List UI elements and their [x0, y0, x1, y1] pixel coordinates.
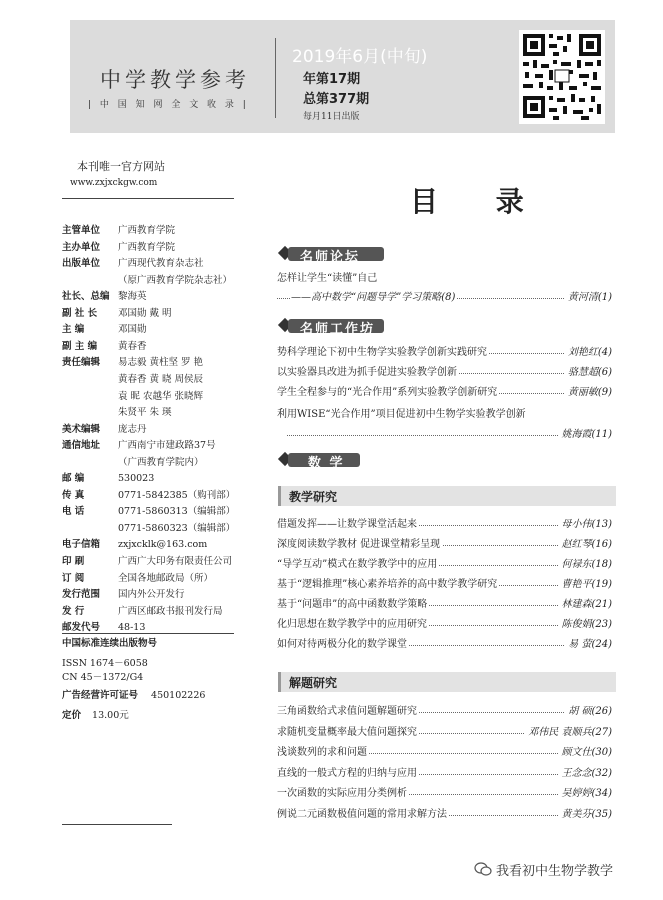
masthead-key: 责任编辑: [62, 357, 101, 369]
masthead-value: 48-13: [118, 622, 146, 634]
masthead-value: 广西区邮政书报刊发行局: [118, 605, 223, 617]
ad-license-value: 450102226: [151, 690, 206, 701]
entry-title: 化归思想在数学教学中的应用研究: [277, 619, 427, 630]
masthead-value: 广西教育学院: [118, 241, 176, 253]
masthead-value: 朱贤平 朱 瑛: [118, 407, 172, 419]
masthead-row: [62, 225, 175, 237]
masthead-row: [62, 556, 232, 568]
masthead-row: [62, 308, 172, 320]
entry-title: 浅谈数列的求和问题: [277, 747, 367, 758]
masthead-row: [62, 473, 154, 485]
masthead-key: 订 阅: [62, 572, 85, 584]
qr-code-icon: [519, 30, 605, 124]
masthead-row: [62, 490, 235, 502]
masthead-row: [62, 357, 203, 369]
entry-author-page: 黄河清(1): [565, 291, 612, 305]
entry-title: ——高中数学“问题导学”学习策略(8): [291, 292, 456, 303]
masthead-value: 0771-5842385（购刊部）: [118, 489, 236, 501]
masthead-value: 黎海英: [118, 291, 147, 303]
wechat-icon: [474, 862, 492, 876]
toc-entry[interactable]: [277, 618, 612, 632]
toc-entry[interactable]: [277, 346, 612, 360]
toc-entry[interactable]: [277, 808, 612, 822]
masthead-value: 袁 昵 农越华 张晓辉: [118, 390, 204, 402]
entry-title: “导学互动”模式在数学教学中的应用: [277, 559, 438, 570]
issue-total: 总第377期: [303, 92, 370, 107]
masthead-row: [62, 424, 147, 436]
toc-entry[interactable]: [277, 638, 612, 652]
toc-entry[interactable]: [277, 746, 612, 760]
masthead-key: 印 刷: [62, 556, 85, 567]
masthead-key: 副 社 长: [62, 307, 98, 319]
masthead-row: [62, 242, 175, 254]
entry-title: 利用WISE“光合作用”项目促进初中生物学实验教学创新: [277, 409, 526, 420]
entry-title: 求随机变量概率最大值问题探究: [277, 726, 417, 738]
entry-author-page: 曹艳平(19): [558, 578, 612, 592]
watermark-text: 我看初中生物学教学: [496, 864, 614, 879]
entry-author-page: 易 萤(24): [565, 638, 612, 652]
masthead-row: [62, 407, 172, 419]
masthead-value: 黄春香: [118, 340, 147, 352]
price: [62, 710, 129, 722]
section-label: 名师论坛: [300, 250, 361, 265]
site-url[interactable]: www.zxjxckgw.com: [70, 178, 158, 188]
entry-author-page: 林建森(21): [558, 598, 612, 612]
masthead-key: 主 编: [62, 324, 85, 336]
toc-entry[interactable]: [277, 538, 612, 552]
entry-author-page: 黄丽敏(9): [565, 386, 612, 400]
entry-author-page: 吴婷婷(34): [558, 787, 612, 801]
toc-entry[interactable]: [277, 578, 612, 592]
publish-date: 每月11日出版: [303, 112, 360, 122]
section-label: 数 学: [308, 456, 345, 471]
masthead-row: [62, 539, 207, 551]
price-key: 定价: [62, 710, 82, 721]
masthead-key: 邮发代号: [62, 622, 101, 634]
masthead-value: 广西广大印务有限责任公司: [118, 556, 233, 567]
entry-author-page: 母小伟(13): [558, 518, 612, 532]
entry-title: 以实验器具改进为抓手促进实验教学创新: [277, 367, 457, 378]
toc-entry[interactable]: [277, 272, 612, 286]
entry-title: 学生全程参与的“光合作用”系列实验教学创新研究: [277, 387, 498, 398]
masthead-value: 邓国勋 戴 明: [118, 307, 172, 319]
divider: [62, 198, 234, 199]
masthead-key: 电 话: [62, 506, 85, 518]
toc-entry[interactable]: [277, 705, 612, 719]
entry-author-page: 何禄东(18): [558, 558, 612, 572]
issue-date: 2019年6月(中旬): [292, 47, 428, 67]
masthead-value: （广西教育学院内）: [118, 456, 204, 468]
masthead-value: 庞志丹: [118, 423, 147, 435]
masthead-value: 0771-5860323（编辑部）: [118, 522, 236, 534]
entry-title: 借题发挥——让数学课堂活起来: [277, 519, 417, 530]
masthead-value: 邓国勋: [118, 324, 147, 336]
masthead-row: [62, 374, 203, 386]
masthead-key: 主办单位: [62, 241, 101, 253]
subsection-jiaoxue-yanjiu: [278, 486, 616, 506]
masthead-key: 社长、总编: [62, 291, 110, 303]
entry-title: 势科学理论下初中生物学实验教学创新实践研究: [277, 347, 487, 358]
masthead-row: [62, 258, 204, 270]
masthead-row: [62, 457, 204, 469]
ad-license: [62, 690, 205, 702]
entry-author-page: 王念念(32): [558, 767, 612, 781]
qr-code: [519, 30, 605, 124]
masthead-value: 黄春香 黄 晓 周侯辰: [118, 373, 204, 385]
toc-entry[interactable]: [277, 518, 612, 532]
masthead-key: 发 行: [62, 605, 85, 617]
entry-author-page: 黄美芬(35): [558, 808, 612, 822]
masthead-value: 530023: [118, 473, 155, 485]
toc-entry[interactable]: [277, 726, 612, 740]
masthead-key: 通信地址: [62, 440, 101, 452]
toc-entry[interactable]: [277, 408, 612, 422]
masthead-value: （原广西教育学院杂志社）: [118, 274, 233, 286]
masthead-value: 国内外公开发行: [118, 589, 185, 601]
masthead-key: 出版单位: [62, 258, 101, 270]
entry-author-page: 赵红琴(16): [558, 538, 612, 552]
divider: [62, 633, 234, 634]
masthead-key: 传 真: [62, 489, 85, 501]
entry-title: 如何对待两极分化的数学课堂: [277, 639, 407, 650]
masthead-row: [62, 291, 147, 303]
entry-title: 一次函数的实际应用分类例析: [277, 788, 407, 799]
masthead-row: [62, 589, 185, 601]
entry-author-page: 胡 硕(26): [565, 705, 612, 719]
entry-author-page: 骆慧超(6): [565, 366, 612, 380]
masthead-value: 广西现代教育杂志社: [118, 258, 204, 270]
section-mingshi-gongzuofang: [278, 316, 388, 336]
masthead-row: [62, 573, 213, 585]
toc-entry[interactable]: [277, 558, 612, 572]
toc-entry[interactable]: [277, 366, 612, 380]
divider: [62, 824, 172, 825]
entry-author-page: 刘艳红(4): [565, 346, 612, 360]
entry-author-page: 邓伟民 袁顺兵(27): [525, 726, 612, 740]
masthead-row: [62, 523, 235, 535]
toc-entry[interactable]: [277, 291, 612, 305]
entry-author-page: 姚海霞(11): [558, 428, 612, 442]
masthead-key: 美术编辑: [62, 423, 101, 435]
masthead-value: 广西南宁市建政路37号: [118, 440, 216, 452]
entry-title: 直线的一般式方程的归纳与应用: [277, 767, 417, 779]
section-mingshi-luntan: [278, 244, 388, 264]
toc-entry[interactable]: [277, 428, 612, 442]
masthead-row: [62, 275, 232, 287]
ad-license-key: 广告经营许可证号: [62, 690, 139, 701]
issn: ISSN 1674－6058: [62, 658, 148, 669]
price-value: 13.00元: [92, 710, 129, 721]
masthead-value: 全国各地邮政局（所）: [118, 572, 214, 584]
entry-title: 基于“逻辑推理”核心素养培养的高中数学教学研究: [277, 579, 498, 590]
masthead-value: 广西教育学院: [118, 225, 176, 236]
masthead-key: 副 主 编: [62, 340, 98, 352]
toc-entry[interactable]: [277, 767, 612, 781]
toc-entry[interactable]: [277, 787, 612, 801]
section-label: 名师工作坊: [300, 322, 376, 337]
toc-entry[interactable]: [277, 386, 612, 400]
entry-title: 深度阅读数学教材 促进课堂精彩呈现: [277, 539, 441, 550]
entry-author-page: 顾文仕(30): [558, 746, 612, 760]
masthead-row: [62, 324, 147, 336]
masthead-key: 邮 编: [62, 473, 85, 485]
cn-number: CN 45－1372/G4: [62, 672, 144, 683]
entry-title: 例说二元函数极值问题的常用求解方法: [277, 808, 447, 820]
header-divider: [275, 38, 276, 118]
entry-title: 基于“问题串”的高中函数数学策略: [277, 599, 428, 610]
entry-author-page: 陈俊娟(23): [558, 618, 612, 632]
entry-title: 怎样让学生“读懂”自己: [277, 273, 378, 284]
subsection-jieti-yanjiu: [278, 672, 616, 692]
masthead-key: 主管单位: [62, 225, 101, 236]
issue-number: 年第17期: [303, 72, 361, 87]
masthead-value: zxjxcklk@163.com: [118, 539, 208, 551]
masthead-row: [62, 506, 235, 518]
magazine-subtitle: | 中 国 知 网 全 文 收 录 |: [88, 100, 249, 110]
subsection-label: 教学研究: [289, 490, 338, 504]
masthead-value: 0771-5860313（编辑部）: [118, 506, 236, 518]
masthead-row: [62, 391, 203, 403]
masthead-key: 电子信箱: [62, 539, 101, 551]
masthead-row: [62, 440, 216, 452]
magazine-title: 中学教学参考: [100, 68, 250, 92]
masthead-row: [62, 606, 223, 618]
masthead-key: 发行范围: [62, 589, 101, 601]
masthead-value: 易志毅 黄柱坚 罗 艳: [118, 357, 204, 369]
site-label: 本刊唯一官方网站: [77, 160, 165, 173]
section-shuxue: [278, 450, 388, 470]
toc-entry[interactable]: [277, 598, 612, 612]
entry-title: 三角函数给式求值问题解题研究: [277, 706, 417, 717]
issn-label: 中国标准连续出版物号: [62, 638, 158, 649]
masthead-row: [62, 341, 147, 353]
toc-title: 目 录: [410, 185, 548, 218]
subsection-label: 解题研究: [289, 676, 338, 690]
